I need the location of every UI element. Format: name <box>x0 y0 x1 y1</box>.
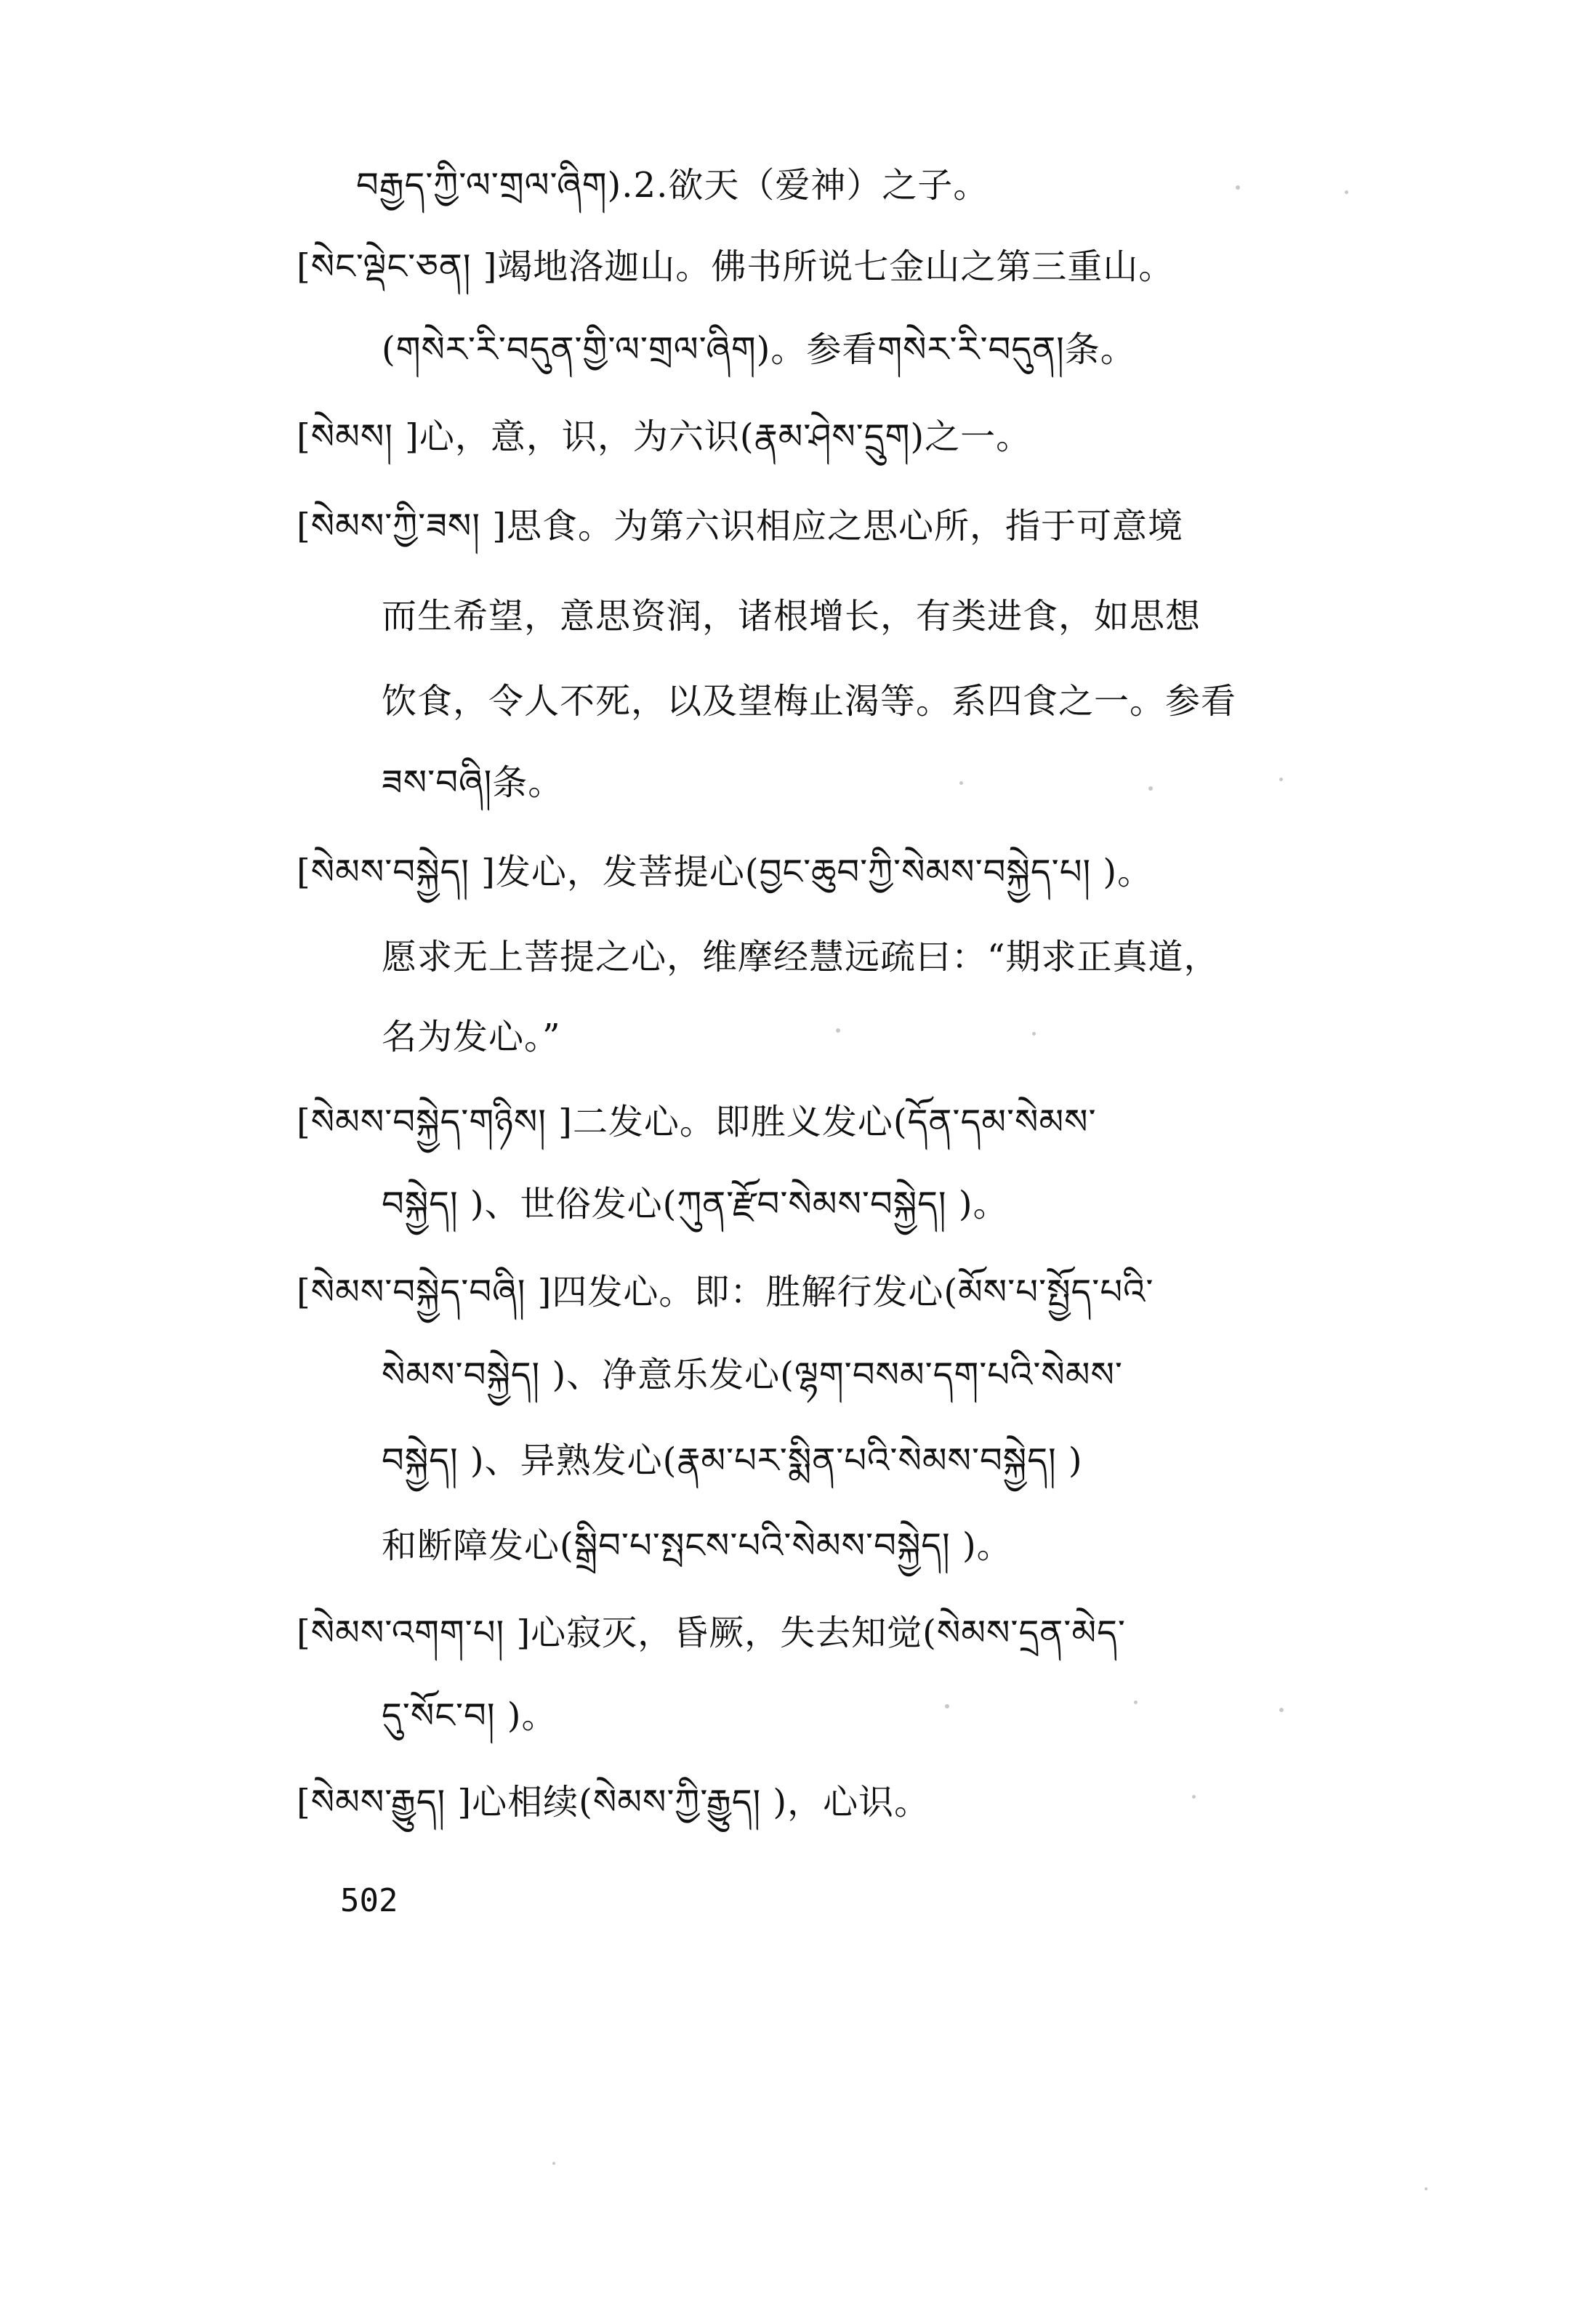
entry-line: [སེམས་བསྐྱེད། ]发心，发菩提心(བྱང་ཆུབ་ཀྱི་སེམས་བསྐྱེད་པ། )。 <box>297 852 1154 892</box>
scan-speck <box>552 2162 555 2165</box>
text-line: 而生希望，意思资润，诸根增长，有类进食，如思想 <box>382 596 1201 637</box>
text-line: ཟས་བཞི།条。 <box>382 762 564 803</box>
text-line: སེམས་བསྐྱེད། )、净意乐发心(ལྷག་བསམ་དག་པའི་སེམས་ <box>382 1355 1123 1395</box>
entry-line: [སེམས་རྒྱུད། ]心相续(སེམས་ཀྱི་རྒྱུད། )，心识。 <box>297 1782 930 1823</box>
text-line: བརྒྱད་ཀྱི་ལ་གྲལ་ཞིག).2.欲天（爱神）之子。 <box>356 165 989 206</box>
text-line: (གསེར་རི་བདུན་གྱི་ལ་གྲལ་ཞིག)。参看གསེར་རི་བདུན།条。 <box>382 329 1136 370</box>
entry-line: [སེམས། ]心，意，识，为六识(རྣམ་ཤེས་དྲུག)之一。 <box>297 416 1032 457</box>
scan-speck <box>1148 786 1153 791</box>
entry-line: [སེམས་བསྐྱེད་བཞི། ]四发心。即：胜解行发心(མོས་པ་སྤྱོད་པའི་ <box>297 1272 1154 1312</box>
scan-speck <box>959 781 963 785</box>
text-line: དུ་སོང་བ། )。 <box>382 1695 557 1736</box>
entry-line: [སེམས་ཀྱི་ཟས། ]思食。为第六识相应之思心所，指于可意境 <box>297 506 1183 546</box>
text-line: 和断障发心(སྒྲིབ་པ་སྤངས་པའི་སེམས་བསྐྱེད། )。 <box>382 1525 1013 1566</box>
scan-speck <box>1279 1708 1284 1712</box>
scan-speck <box>1032 1032 1036 1036</box>
page-number: 502 <box>340 1882 398 1919</box>
text-line: 愿求无上菩提之心，维摩经慧远疏曰：“期求正真道， <box>382 937 1220 977</box>
text-line: 名为发心。” <box>382 1017 561 1057</box>
text-line: བསྐྱེད། )、异熟发心(རྣམ་པར་སྨིན་པའི་སེམས་བསྐྱེད། ) <box>382 1440 1083 1481</box>
text-line: 饮食，令人不死，以及望梅止渴等。系四食之一。参看 <box>382 681 1237 722</box>
scan-speck <box>1134 1700 1138 1704</box>
scan-speck <box>836 1028 840 1033</box>
entry-line: [སེམས་བསྐྱེད་གཉིས། ]二发心。即胜义发心(དོན་དམ་སེམས་ <box>297 1102 1097 1142</box>
entry-line: [སེང་ལྡེང་ཅན། ]竭地洛迦山。佛书所说七金山之第三重山。 <box>297 246 1175 287</box>
scan-speck <box>1192 1795 1196 1799</box>
scan-speck <box>1236 185 1240 190</box>
scan-speck <box>945 1704 949 1708</box>
scan-speck <box>1279 778 1283 781</box>
scan-speck <box>1345 190 1348 194</box>
entry-line: [སེམས་འགག་པ། ]心寂灭，昏厥，失去知觉(སེམས་དྲན་མེད་ <box>297 1613 1126 1653</box>
scan-speck <box>1425 2187 1428 2190</box>
text-line: བསྐྱེད། )、世俗发心(ཀུན་རྫོབ་སེམས་བསྐྱེད། )。 <box>382 1184 1009 1224</box>
